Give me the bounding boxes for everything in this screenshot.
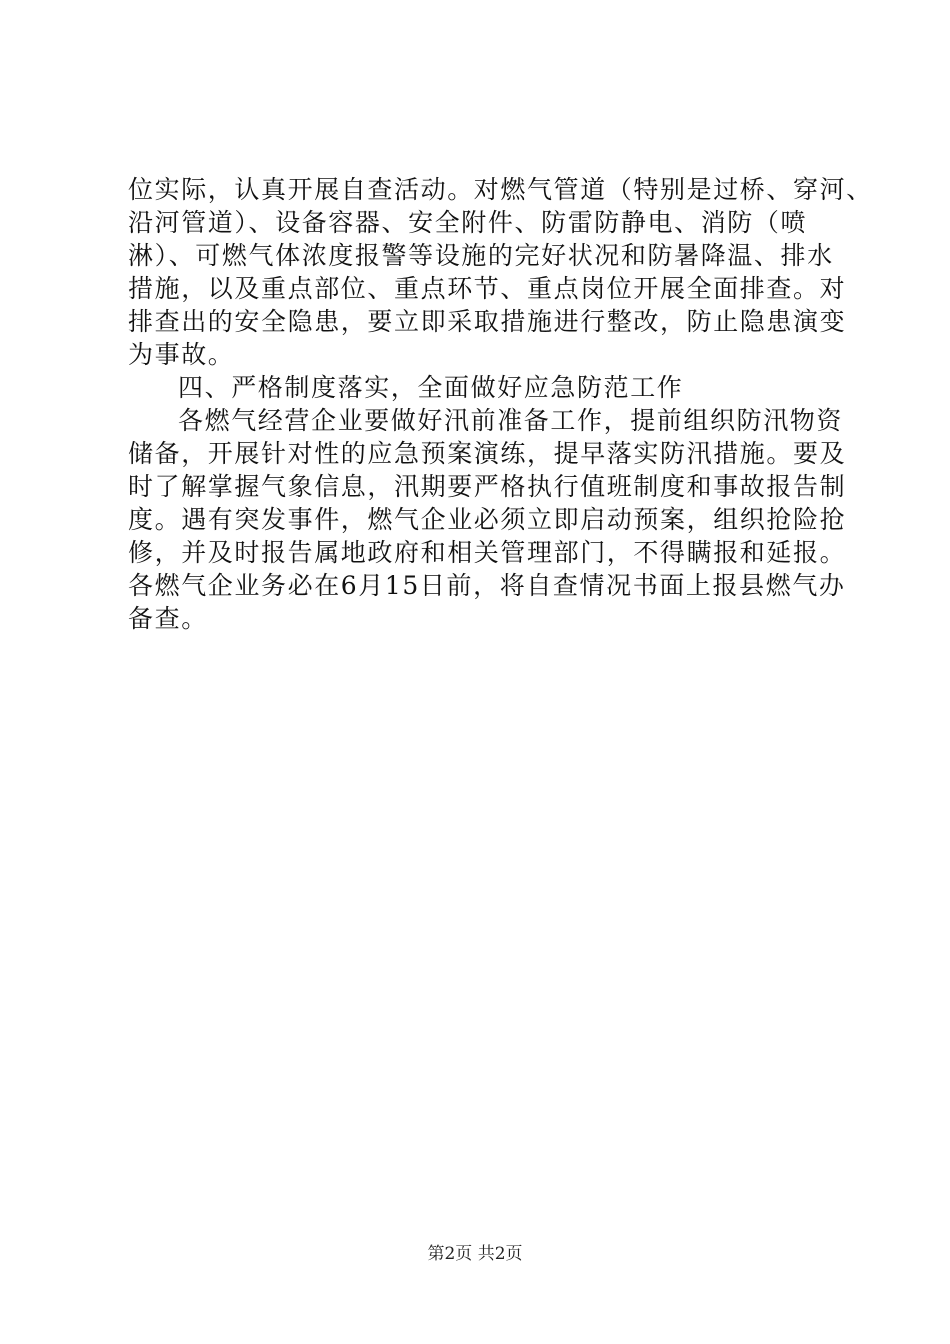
body-text-line: 排查出的安全隐患，要立即采取措施进行整改，防止隐患演变	[128, 307, 847, 336]
body-text-line: 各燃气企业务必在6月15日前，将自查情况书面上报县燃气办	[128, 571, 846, 600]
body-text-line: 为事故。	[128, 340, 235, 369]
body-text-line: 度。遇有突发事件，燃气企业必须立即启动预案，组织抢险抢	[128, 505, 847, 534]
body-text-line: 措施，以及重点部位、重点环节、重点岗位开展全面排查。对	[128, 274, 847, 303]
body-text-line: 位实际，认真开展自查活动。对燃气管道（特别是过桥、穿河、	[128, 175, 873, 204]
body-text-line: 备查。	[128, 604, 208, 633]
body-text-line: 储备，开展针对性的应急预案演练，提早落实防汛措施。要及	[128, 439, 847, 468]
body-text-line: 各燃气经营企业要做好汛前准备工作，提前组织防汛物资	[178, 406, 844, 435]
body-text-line: 时了解掌握气象信息，汛期要严格执行值班制度和事故报告制	[128, 472, 847, 501]
page-number-footer: 第2页 共2页	[427, 1244, 523, 1264]
body-text-line: 修，并及时报告属地政府和相关管理部门，不得瞒报和延报。	[128, 538, 847, 567]
section-heading: 四、严格制度落实，全面做好应急防范工作	[178, 373, 684, 402]
body-text-line: 淋）、可燃气体浓度报警等设施的完好状况和防暑降温、排水	[128, 241, 834, 270]
body-text-line: 沿河管道）、设备容器、安全附件、防雷防静电、消防（喷	[128, 208, 808, 237]
